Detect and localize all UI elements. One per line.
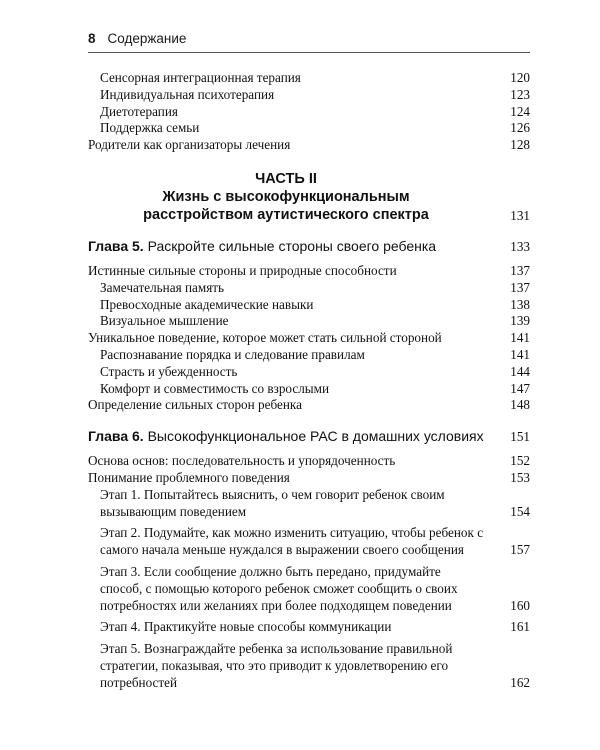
toc-entry-title: Истинные сильные стороны и природные способности bbox=[88, 262, 397, 278]
toc-entry-page: 160 bbox=[510, 597, 530, 613]
toc-entry-page: 154 bbox=[510, 503, 530, 519]
header-divider bbox=[88, 52, 530, 53]
toc-entry-title: Сенсорная интеграционная терапия bbox=[100, 70, 301, 85]
toc-entry-page: 141 bbox=[510, 346, 530, 362]
toc-entry-page: 137 bbox=[510, 262, 530, 278]
toc-entry-page: 123 bbox=[510, 86, 530, 102]
page-number: 8 bbox=[88, 31, 96, 46]
toc-entry-page: 137 bbox=[510, 279, 530, 295]
toc-entry-title: Страсть и убежденность bbox=[100, 363, 238, 379]
toc-entry bbox=[88, 641, 530, 691]
toc-entry-title: Поддержка семьи bbox=[100, 120, 200, 136]
toc-entry-title: Уникальное поведение, которое может стать сильной стороной bbox=[88, 330, 442, 346]
toc-entry-title: Определение сильных сторон ребенка bbox=[88, 397, 302, 413]
chapter-heading-6 bbox=[88, 428, 530, 445]
toc-entry-page: 157 bbox=[510, 542, 530, 558]
toc-entry-title: Превосходные академические навыки bbox=[100, 296, 314, 312]
toc-entry bbox=[88, 263, 530, 280]
toc-entry bbox=[88, 470, 530, 487]
table-of-contents bbox=[88, 70, 530, 697]
toc-entry-page: 161 bbox=[510, 619, 530, 635]
toc-entry bbox=[88, 87, 530, 104]
toc-entry-title: Визуальное мышление bbox=[100, 313, 229, 329]
toc-entry-title: Этап 3. Если сообщение должно быть передано, придумайте способ, с помощью которого ребенок сможет сообщить о своих потребностях или желаниях при более подходящем поведении bbox=[100, 563, 458, 613]
part-heading bbox=[88, 188, 530, 224]
toc-entry bbox=[88, 70, 530, 87]
toc-entry-page: 144 bbox=[510, 363, 530, 379]
chapter-5-entries bbox=[88, 263, 530, 414]
toc-entry-title: Этап 1. Попытайтесь выяснить, о чем говорит ребенок своим вызывающим поведением bbox=[100, 486, 445, 519]
toc-entry-page: 126 bbox=[510, 120, 530, 136]
toc-entry bbox=[88, 619, 530, 636]
chapter-label: Глава 5. bbox=[88, 237, 144, 254]
toc-entry bbox=[88, 330, 530, 347]
toc-section-continuation bbox=[88, 70, 530, 154]
part-label: ЧАСТЬ II bbox=[255, 170, 317, 187]
toc-entry-title: Комфорт и совместимость со взрослыми bbox=[100, 380, 330, 396]
chapter-title: Высокофункциональное РАС в домашних условиях bbox=[147, 428, 484, 445]
toc-entry-page: 162 bbox=[510, 674, 530, 690]
toc-entry-title: Основа основ: последовательность и упорядоченность bbox=[88, 453, 396, 469]
toc-entry-page: 141 bbox=[510, 330, 530, 346]
toc-entry-page: 148 bbox=[510, 397, 530, 413]
toc-entry-page: 153 bbox=[510, 469, 530, 485]
toc-entry-title: Этап 2. Подумайте, как можно изменить ситуацию, чтобы ребенок с самого начала меньше нуждался в выражении своего сообщения bbox=[100, 525, 484, 558]
toc-entry bbox=[88, 397, 530, 414]
toc-entry bbox=[88, 137, 530, 154]
toc-entry bbox=[88, 564, 530, 614]
toc-entry-title: Индивидуальная психотерапия bbox=[100, 86, 275, 102]
running-header bbox=[88, 30, 530, 48]
toc-entry-title: Замечательная память bbox=[100, 279, 225, 295]
toc-entry-title: Диетотерапия bbox=[100, 103, 178, 119]
toc-entry-page: 147 bbox=[510, 380, 530, 396]
toc-entry-page: 139 bbox=[510, 313, 530, 329]
toc-entry-page: 138 bbox=[510, 296, 530, 312]
toc-entry-title: Этап 5. Вознаграждайте ребенка за использование правильной стратегии, показывая, что это приводит к удовлетворению его потребностей bbox=[100, 641, 453, 690]
toc-entry-page: 152 bbox=[510, 453, 530, 469]
running-title: Содержание bbox=[107, 31, 187, 46]
toc-entry bbox=[88, 453, 530, 470]
chapter-page-number: 151 bbox=[510, 429, 530, 445]
toc-entry-page: 124 bbox=[510, 103, 530, 119]
chapter-label: Глава 6. bbox=[88, 428, 144, 445]
toc-entry-title: Понимание проблемного поведения bbox=[88, 469, 290, 485]
toc-entry bbox=[88, 347, 530, 364]
chapter-6-entries bbox=[88, 453, 530, 696]
toc-entry bbox=[88, 364, 530, 381]
chapter-heading-5 bbox=[88, 238, 530, 255]
toc-entry bbox=[88, 487, 530, 521]
toc-entry-page: 120 bbox=[510, 70, 530, 85]
toc-entry bbox=[88, 297, 530, 314]
part-title-line1: Жизнь с высокофункциональным bbox=[162, 188, 410, 205]
toc-entry bbox=[88, 120, 530, 137]
toc-entry bbox=[88, 381, 530, 398]
toc-entry-page: 128 bbox=[510, 137, 530, 153]
part-page-number: 131 bbox=[510, 207, 530, 223]
toc-entry bbox=[88, 104, 530, 121]
part-title-line2: расстройством аутистического спектра bbox=[143, 206, 429, 223]
chapter-page-number: 133 bbox=[510, 238, 530, 254]
toc-entry-title: Родители как организаторы лечения bbox=[88, 137, 291, 153]
toc-entry bbox=[88, 525, 530, 559]
chapter-title: Раскройте сильные стороны своего ребенка bbox=[147, 237, 437, 254]
toc-entry bbox=[88, 280, 530, 297]
toc-entry bbox=[88, 313, 530, 330]
toc-entry-title: Этап 4. Практикуйте новые способы коммуникации bbox=[100, 619, 392, 635]
toc-entry-title: Распознавание порядка и следование правилам bbox=[100, 346, 365, 362]
